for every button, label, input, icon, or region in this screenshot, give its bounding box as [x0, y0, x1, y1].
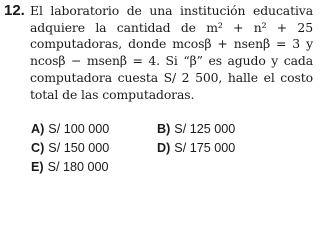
option-letter: B)	[157, 122, 171, 136]
option-c[interactable]	[31, 141, 109, 155]
problem-number: 12.	[4, 2, 25, 19]
option-a[interactable]	[31, 122, 109, 136]
problem-statement	[30, 3, 313, 103]
option-letter: E)	[31, 160, 44, 174]
option-letter: C)	[31, 141, 45, 155]
option-value: S/ 100 000	[48, 122, 110, 136]
statement-line-2: adquiere la cantidad de m² + n² + 25	[30, 19, 313, 35]
option-value: S/ 180 000	[47, 160, 109, 174]
option-b[interactable]	[157, 122, 235, 136]
option-value: S/ 175 000	[174, 141, 236, 155]
statement-line-3: computadoras, donde mcosβ + nsenβ = 3 y	[30, 36, 313, 52]
statement-line-4: ncosβ − msenβ = 4. Si “β” es agudo y cada	[30, 53, 313, 69]
option-letter: D)	[157, 141, 171, 155]
option-value: S/ 125 000	[174, 122, 236, 136]
statement-line-1: El laboratorio de una institución educativa	[30, 3, 313, 18]
option-d[interactable]	[157, 141, 235, 155]
option-value: S/ 150 000	[48, 141, 110, 155]
statement-line-5: computadora cuesta S/ 2 500, halle el costo	[30, 69, 313, 85]
statement-line-6: total de las computadoras.	[30, 86, 195, 102]
option-e[interactable]	[31, 160, 109, 174]
option-letter: A)	[31, 122, 45, 136]
